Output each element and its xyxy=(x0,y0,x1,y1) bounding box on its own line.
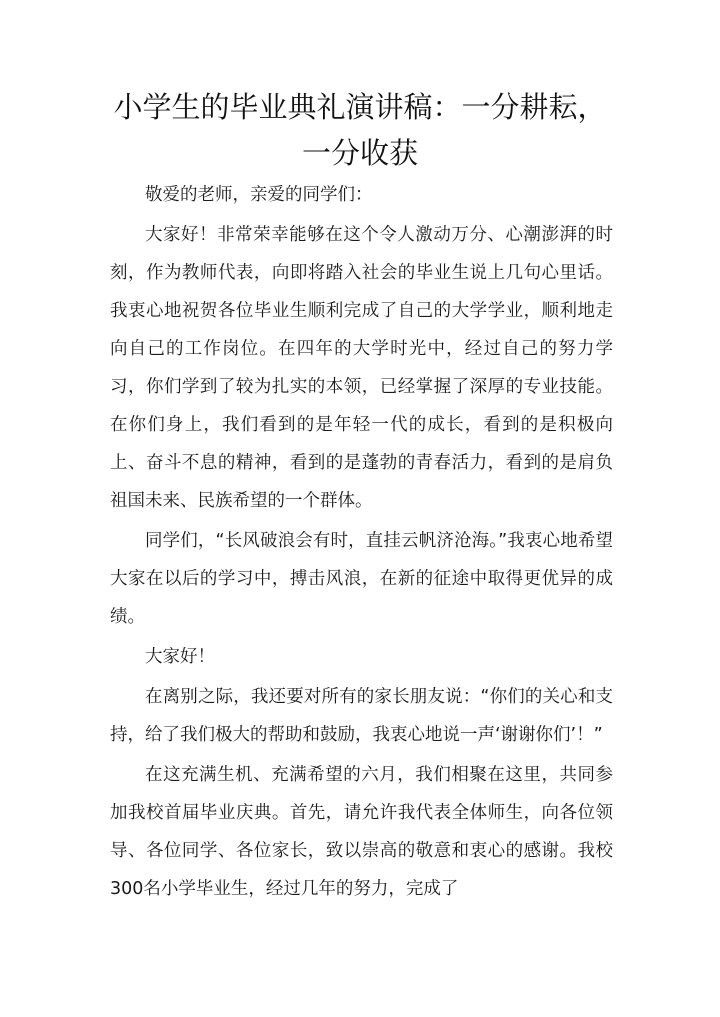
document-title: 小学生的毕业典礼演讲稿：一分耕耘，一分收获 xyxy=(113,90,607,170)
paragraph-wishes: 同学们，“长风破浪会有时，直挂云帆济沧海。”我衷心地希望大家在以后的学习中，搏击风浪，在新的征途中取得更优异的成绩。 xyxy=(110,531,613,627)
paragraph-teacher-greeting: 大家好！非常荣幸能够在这个令人激动万分、心潮澎湃的时刻，作为教师代表，向即将踏入社会的毕业生说上几句心里话。我衷心地祝贺各位毕业生顺利完成了自己的大学学业，顺利地走向自己的工作岗位。在四年的大学时光中，经过自己的努力学习，你们学到了较为扎实的本领，已经掌握了深厚的专业技能。在你们身上，我们看到的是年轻一代的成长，看到的是积极向上、奋斗不息的精神，看到的是蓬勃的青春活力，看到的是肩负祖国未来、民族希望的一个群体。 xyxy=(110,225,613,511)
paragraph-salutation: 敬爱的老师，亲爱的同学们： xyxy=(145,185,373,205)
document-body xyxy=(110,176,613,910)
paragraph-ceremony: 在这充满生机、充满希望的六月，我们相聚在这里，共同参加我校首届毕业庆典。首先，请允许我代表全体师生，向各位领导、各位同学、各位家长，致以崇高的敬意和衷心的感谢。我校300名小学毕业生，经过几年的努力，完成了 xyxy=(110,765,613,899)
paragraph-parents-thanks: 在离别之际，我还要对所有的家长朋友说：“你们的关心和支持，给了我们极大的帮助和鼓励，我衷心地说一声‘谢谢你们’！” xyxy=(110,687,613,745)
paragraph-greeting: 大家好！ xyxy=(145,647,215,667)
